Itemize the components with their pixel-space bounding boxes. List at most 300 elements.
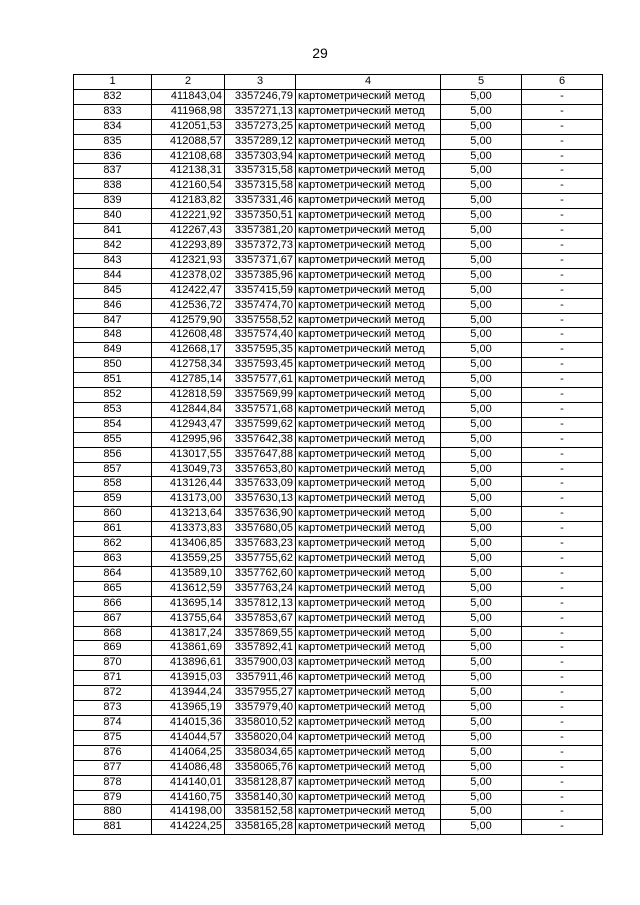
x-coordinate-cell: 414160,75 (152, 790, 225, 805)
point-number-cell: 849 (74, 343, 152, 358)
y-coordinate-cell: 3357569,99 (225, 388, 296, 403)
y-coordinate-cell: 3357683,23 (225, 537, 296, 552)
point-number-cell: 876 (74, 745, 152, 760)
method-cell: картометрический метод (296, 596, 441, 611)
y-coordinate-cell: 3357763,24 (225, 581, 296, 596)
note-cell: - (522, 775, 603, 790)
point-number-cell: 868 (74, 626, 152, 641)
accuracy-cell: 5,00 (441, 596, 522, 611)
y-coordinate-cell: 3357303,94 (225, 149, 296, 164)
point-number-cell: 871 (74, 671, 152, 686)
note-cell: - (522, 745, 603, 760)
table-row (74, 209, 603, 224)
y-coordinate-cell: 3357812,13 (225, 596, 296, 611)
header-cell: 6 (522, 75, 603, 90)
table-row (74, 715, 603, 730)
note-cell: - (522, 701, 603, 716)
method-cell: картометрический метод (296, 268, 441, 283)
x-coordinate-cell: 414140,01 (152, 775, 225, 790)
x-coordinate-cell: 413965,19 (152, 701, 225, 716)
method-cell: картометрический метод (296, 537, 441, 552)
table-row (74, 626, 603, 641)
method-cell: картометрический метод (296, 507, 441, 522)
table-row (74, 790, 603, 805)
table-row (74, 671, 603, 686)
note-cell: - (522, 164, 603, 179)
note-cell: - (522, 611, 603, 626)
table-row (74, 686, 603, 701)
accuracy-cell: 5,00 (441, 402, 522, 417)
y-coordinate-cell: 3357869,55 (225, 626, 296, 641)
note-cell: - (522, 537, 603, 552)
accuracy-cell: 5,00 (441, 343, 522, 358)
y-coordinate-cell: 3358128,87 (225, 775, 296, 790)
accuracy-cell: 5,00 (441, 373, 522, 388)
note-cell: - (522, 820, 603, 835)
note-cell: - (522, 462, 603, 477)
y-coordinate-cell: 3357246,79 (225, 89, 296, 104)
table-row (74, 641, 603, 656)
table-row (74, 134, 603, 149)
method-cell: картометрический метод (296, 179, 441, 194)
accuracy-cell: 5,00 (441, 89, 522, 104)
point-number-cell: 848 (74, 328, 152, 343)
point-number-cell: 860 (74, 507, 152, 522)
note-cell: - (522, 596, 603, 611)
table-row (74, 417, 603, 432)
x-coordinate-cell: 412422,47 (152, 283, 225, 298)
table-row (74, 402, 603, 417)
point-number-cell: 833 (74, 104, 152, 119)
y-coordinate-cell: 3357331,46 (225, 194, 296, 209)
accuracy-cell: 5,00 (441, 134, 522, 149)
page-number: 29 (312, 45, 328, 61)
x-coordinate-cell: 411968,98 (152, 104, 225, 119)
point-number-cell: 861 (74, 522, 152, 537)
x-coordinate-cell: 412183,82 (152, 194, 225, 209)
x-coordinate-cell: 413173,00 (152, 492, 225, 507)
table-row (74, 775, 603, 790)
point-number-cell: 858 (74, 477, 152, 492)
method-cell: картометрический метод (296, 164, 441, 179)
note-cell: - (522, 298, 603, 313)
method-cell: картометрический метод (296, 566, 441, 581)
method-cell: картометрический метод (296, 343, 441, 358)
note-cell: - (522, 760, 603, 775)
point-number-cell: 855 (74, 432, 152, 447)
method-cell: картометрический метод (296, 701, 441, 716)
point-number-cell: 879 (74, 790, 152, 805)
accuracy-cell: 5,00 (441, 194, 522, 209)
note-cell: - (522, 641, 603, 656)
method-cell: картометрический метод (296, 373, 441, 388)
accuracy-cell: 5,00 (441, 238, 522, 253)
point-number-cell: 859 (74, 492, 152, 507)
table-row (74, 611, 603, 626)
y-coordinate-cell: 3357595,35 (225, 343, 296, 358)
accuracy-cell: 5,00 (441, 805, 522, 820)
table-row (74, 343, 603, 358)
y-coordinate-cell: 3357415,59 (225, 283, 296, 298)
y-coordinate-cell: 3357636,90 (225, 507, 296, 522)
accuracy-cell: 5,00 (441, 626, 522, 641)
x-coordinate-cell: 413612,59 (152, 581, 225, 596)
accuracy-cell: 5,00 (441, 149, 522, 164)
note-cell: - (522, 790, 603, 805)
table-row (74, 552, 603, 567)
point-number-cell: 843 (74, 253, 152, 268)
x-coordinate-cell: 412108,68 (152, 149, 225, 164)
table-row (74, 298, 603, 313)
point-number-cell: 864 (74, 566, 152, 581)
x-coordinate-cell: 412579,90 (152, 313, 225, 328)
method-cell: картометрический метод (296, 820, 441, 835)
point-number-cell: 850 (74, 358, 152, 373)
x-coordinate-cell: 413126,44 (152, 477, 225, 492)
x-coordinate-cell: 412943,47 (152, 417, 225, 432)
method-cell: картометрический метод (296, 238, 441, 253)
method-cell: картометрический метод (296, 388, 441, 403)
y-coordinate-cell: 3357385,96 (225, 268, 296, 283)
note-cell: - (522, 492, 603, 507)
header-cell: 3 (225, 75, 296, 90)
table-row (74, 238, 603, 253)
x-coordinate-cell: 412536,72 (152, 298, 225, 313)
point-number-cell: 862 (74, 537, 152, 552)
x-coordinate-cell: 413817,24 (152, 626, 225, 641)
method-cell: картометрический метод (296, 805, 441, 820)
table-row (74, 328, 603, 343)
method-cell: картометрический метод (296, 209, 441, 224)
note-cell: - (522, 522, 603, 537)
x-coordinate-cell: 413915,03 (152, 671, 225, 686)
y-coordinate-cell: 3357653,80 (225, 462, 296, 477)
note-cell: - (522, 447, 603, 462)
method-cell: картометрический метод (296, 313, 441, 328)
x-coordinate-cell: 413213,64 (152, 507, 225, 522)
method-cell: картометрический метод (296, 492, 441, 507)
x-coordinate-cell: 414198,00 (152, 805, 225, 820)
table-row (74, 313, 603, 328)
y-coordinate-cell: 3358152,58 (225, 805, 296, 820)
method-cell: картометрический метод (296, 253, 441, 268)
y-coordinate-cell: 3357593,45 (225, 358, 296, 373)
x-coordinate-cell: 412321,93 (152, 253, 225, 268)
accuracy-cell: 5,00 (441, 522, 522, 537)
accuracy-cell: 5,00 (441, 775, 522, 790)
note-cell: - (522, 656, 603, 671)
table-row (74, 701, 603, 716)
point-number-cell: 839 (74, 194, 152, 209)
point-number-cell: 878 (74, 775, 152, 790)
x-coordinate-cell: 414224,25 (152, 820, 225, 835)
method-cell: картометрический метод (296, 119, 441, 134)
point-number-cell: 845 (74, 283, 152, 298)
y-coordinate-cell: 3357647,88 (225, 447, 296, 462)
header-cell: 4 (296, 75, 441, 90)
x-coordinate-cell: 412668,17 (152, 343, 225, 358)
note-cell: - (522, 253, 603, 268)
note-cell: - (522, 268, 603, 283)
point-number-cell: 874 (74, 715, 152, 730)
table-row (74, 596, 603, 611)
x-coordinate-cell: 413559,25 (152, 552, 225, 567)
y-coordinate-cell: 3357599,62 (225, 417, 296, 432)
method-cell: картометрический метод (296, 775, 441, 790)
note-cell: - (522, 238, 603, 253)
note-cell: - (522, 805, 603, 820)
note-cell: - (522, 552, 603, 567)
x-coordinate-cell: 412293,89 (152, 238, 225, 253)
x-coordinate-cell: 413695,14 (152, 596, 225, 611)
note-cell: - (522, 388, 603, 403)
accuracy-cell: 5,00 (441, 268, 522, 283)
note-cell: - (522, 209, 603, 224)
x-coordinate-cell: 412051,53 (152, 119, 225, 134)
y-coordinate-cell: 3357315,58 (225, 179, 296, 194)
method-cell: картометрический метод (296, 298, 441, 313)
table-row (74, 760, 603, 775)
y-coordinate-cell: 3358140,30 (225, 790, 296, 805)
method-cell: картометрический метод (296, 104, 441, 119)
note-cell: - (522, 730, 603, 745)
y-coordinate-cell: 3357381,20 (225, 224, 296, 239)
accuracy-cell: 5,00 (441, 820, 522, 835)
method-cell: картометрический метод (296, 283, 441, 298)
note-cell: - (522, 149, 603, 164)
accuracy-cell: 5,00 (441, 164, 522, 179)
method-cell: картометрический метод (296, 328, 441, 343)
table-row (74, 179, 603, 194)
table-row (74, 805, 603, 820)
x-coordinate-cell: 412378,02 (152, 268, 225, 283)
accuracy-cell: 5,00 (441, 686, 522, 701)
note-cell: - (522, 343, 603, 358)
x-coordinate-cell: 413049,73 (152, 462, 225, 477)
accuracy-cell: 5,00 (441, 507, 522, 522)
y-coordinate-cell: 3357350,51 (225, 209, 296, 224)
note-cell: - (522, 104, 603, 119)
method-cell: картометрический метод (296, 134, 441, 149)
y-coordinate-cell: 3357680,05 (225, 522, 296, 537)
x-coordinate-cell: 414015,36 (152, 715, 225, 730)
point-number-cell: 854 (74, 417, 152, 432)
table-row (74, 477, 603, 492)
method-cell: картометрический метод (296, 194, 441, 209)
y-coordinate-cell: 3358165,28 (225, 820, 296, 835)
accuracy-cell: 5,00 (441, 358, 522, 373)
method-cell: картометрический метод (296, 745, 441, 760)
x-coordinate-cell: 413896,61 (152, 656, 225, 671)
point-number-cell: 851 (74, 373, 152, 388)
note-cell: - (522, 477, 603, 492)
y-coordinate-cell: 3357755,62 (225, 552, 296, 567)
y-coordinate-cell: 3358034,65 (225, 745, 296, 760)
note-cell: - (522, 432, 603, 447)
table-row (74, 388, 603, 403)
method-cell: картометрический метод (296, 522, 441, 537)
x-coordinate-cell: 412267,43 (152, 224, 225, 239)
accuracy-cell: 5,00 (441, 581, 522, 596)
point-number-cell: 834 (74, 119, 152, 134)
x-coordinate-cell: 413373,83 (152, 522, 225, 537)
note-cell: - (522, 89, 603, 104)
note-cell: - (522, 179, 603, 194)
accuracy-cell: 5,00 (441, 641, 522, 656)
accuracy-cell: 5,00 (441, 701, 522, 716)
method-cell: картометрический метод (296, 715, 441, 730)
accuracy-cell: 5,00 (441, 656, 522, 671)
note-cell: - (522, 224, 603, 239)
x-coordinate-cell: 413944,24 (152, 686, 225, 701)
x-coordinate-cell: 412138,31 (152, 164, 225, 179)
x-coordinate-cell: 411843,04 (152, 89, 225, 104)
accuracy-cell: 5,00 (441, 492, 522, 507)
x-coordinate-cell: 413406,85 (152, 537, 225, 552)
accuracy-cell: 5,00 (441, 119, 522, 134)
method-cell: картометрический метод (296, 447, 441, 462)
table-row (74, 89, 603, 104)
note-cell: - (522, 373, 603, 388)
y-coordinate-cell: 3357642,38 (225, 432, 296, 447)
point-number-cell: 847 (74, 313, 152, 328)
note-cell: - (522, 358, 603, 373)
x-coordinate-cell: 412995,96 (152, 432, 225, 447)
y-coordinate-cell: 3357892,41 (225, 641, 296, 656)
table-row (74, 253, 603, 268)
x-coordinate-cell: 413755,64 (152, 611, 225, 626)
note-cell: - (522, 313, 603, 328)
point-number-cell: 837 (74, 164, 152, 179)
y-coordinate-cell: 3357371,67 (225, 253, 296, 268)
note-cell: - (522, 194, 603, 209)
x-coordinate-cell: 412221,92 (152, 209, 225, 224)
note-cell: - (522, 417, 603, 432)
accuracy-cell: 5,00 (441, 715, 522, 730)
method-cell: картометрический метод (296, 432, 441, 447)
note-cell: - (522, 283, 603, 298)
x-coordinate-cell: 412088,57 (152, 134, 225, 149)
table-row (74, 283, 603, 298)
y-coordinate-cell: 3357979,40 (225, 701, 296, 716)
table-row (74, 104, 603, 119)
table-row (74, 656, 603, 671)
accuracy-cell: 5,00 (441, 104, 522, 119)
coordinates-table (73, 74, 603, 835)
note-cell: - (522, 119, 603, 134)
x-coordinate-cell: 412818,59 (152, 388, 225, 403)
accuracy-cell: 5,00 (441, 477, 522, 492)
point-number-cell: 844 (74, 268, 152, 283)
accuracy-cell: 5,00 (441, 671, 522, 686)
accuracy-cell: 5,00 (441, 447, 522, 462)
note-cell: - (522, 626, 603, 641)
y-coordinate-cell: 3357762,60 (225, 566, 296, 581)
note-cell: - (522, 328, 603, 343)
method-cell: картометрический метод (296, 730, 441, 745)
note-cell: - (522, 402, 603, 417)
accuracy-cell: 5,00 (441, 537, 522, 552)
accuracy-cell: 5,00 (441, 552, 522, 567)
method-cell: картометрический метод (296, 462, 441, 477)
point-number-cell: 869 (74, 641, 152, 656)
accuracy-cell: 5,00 (441, 745, 522, 760)
accuracy-cell: 5,00 (441, 432, 522, 447)
x-coordinate-cell: 413017,55 (152, 447, 225, 462)
table-row (74, 358, 603, 373)
method-cell: картометрический метод (296, 552, 441, 567)
y-coordinate-cell: 3358065,76 (225, 760, 296, 775)
method-cell: картометрический метод (296, 671, 441, 686)
point-number-cell: 877 (74, 760, 152, 775)
x-coordinate-cell: 412608,48 (152, 328, 225, 343)
table-row (74, 537, 603, 552)
accuracy-cell: 5,00 (441, 566, 522, 581)
y-coordinate-cell: 3357571,68 (225, 402, 296, 417)
method-cell: картометрический метод (296, 89, 441, 104)
table-row (74, 149, 603, 164)
y-coordinate-cell: 3357900,03 (225, 656, 296, 671)
accuracy-cell: 5,00 (441, 730, 522, 745)
accuracy-cell: 5,00 (441, 790, 522, 805)
point-number-cell: 872 (74, 686, 152, 701)
note-cell: - (522, 671, 603, 686)
x-coordinate-cell: 414086,48 (152, 760, 225, 775)
x-coordinate-cell: 413861,69 (152, 641, 225, 656)
point-number-cell: 836 (74, 149, 152, 164)
y-coordinate-cell: 3357315,58 (225, 164, 296, 179)
x-coordinate-cell: 413589,10 (152, 566, 225, 581)
method-cell: картометрический метод (296, 611, 441, 626)
note-cell: - (522, 715, 603, 730)
accuracy-cell: 5,00 (441, 611, 522, 626)
accuracy-cell: 5,00 (441, 328, 522, 343)
method-cell: картометрический метод (296, 686, 441, 701)
method-cell: картометрический метод (296, 358, 441, 373)
accuracy-cell: 5,00 (441, 209, 522, 224)
y-coordinate-cell: 3357271,13 (225, 104, 296, 119)
point-number-cell: 846 (74, 298, 152, 313)
y-coordinate-cell: 3357574,40 (225, 328, 296, 343)
accuracy-cell: 5,00 (441, 179, 522, 194)
note-cell: - (522, 686, 603, 701)
point-number-cell: 865 (74, 581, 152, 596)
point-number-cell: 840 (74, 209, 152, 224)
y-coordinate-cell: 3358020,04 (225, 730, 296, 745)
method-cell: картометрический метод (296, 402, 441, 417)
method-cell: картометрический метод (296, 224, 441, 239)
x-coordinate-cell: 414044,57 (152, 730, 225, 745)
y-coordinate-cell: 3357372,73 (225, 238, 296, 253)
point-number-cell: 838 (74, 179, 152, 194)
method-cell: картометрический метод (296, 149, 441, 164)
x-coordinate-cell: 412160,54 (152, 179, 225, 194)
accuracy-cell: 5,00 (441, 283, 522, 298)
method-cell: картометрический метод (296, 417, 441, 432)
table-row (74, 224, 603, 239)
accuracy-cell: 5,00 (441, 298, 522, 313)
y-coordinate-cell: 3357558,52 (225, 313, 296, 328)
point-number-cell: 856 (74, 447, 152, 462)
accuracy-cell: 5,00 (441, 388, 522, 403)
point-number-cell: 881 (74, 820, 152, 835)
accuracy-cell: 5,00 (441, 253, 522, 268)
y-coordinate-cell: 3357630,13 (225, 492, 296, 507)
point-number-cell: 870 (74, 656, 152, 671)
table-row (74, 194, 603, 209)
y-coordinate-cell: 3357577,61 (225, 373, 296, 388)
y-coordinate-cell: 3357474,70 (225, 298, 296, 313)
